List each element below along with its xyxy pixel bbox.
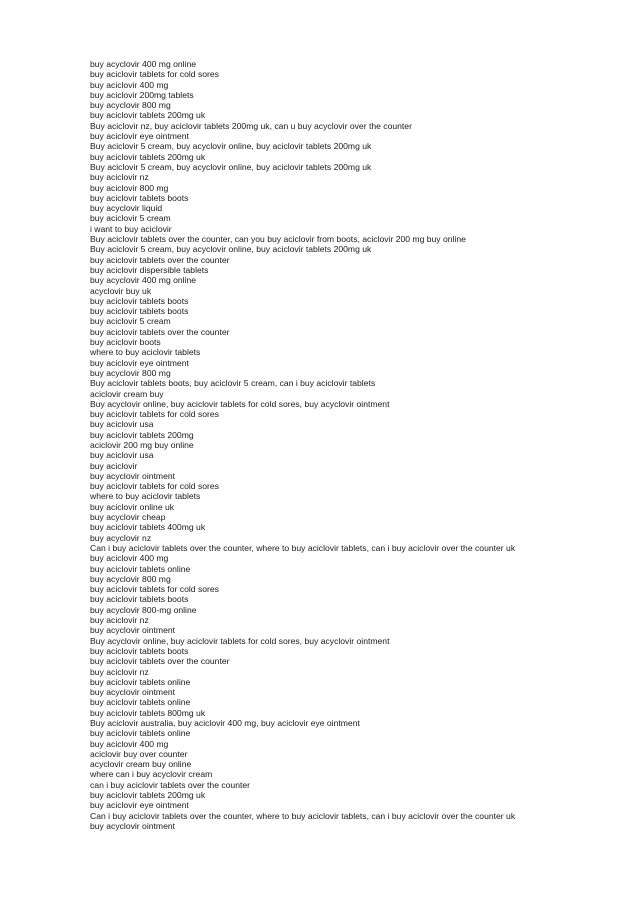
text-line: buy acyclovir liquid <box>90 203 163 214</box>
text-line: buy acyclovir ointment <box>90 687 176 698</box>
text-line: buy acyclovir 400 mg online <box>90 59 197 69</box>
text-line: buy aciclovir tablets online <box>90 676 191 687</box>
text-line: buy aciclovir tablets boots <box>90 295 189 306</box>
text-line: Buy acyclovir online, buy aciclovir tablets for cold sores, buy acyclovir ointment <box>90 398 390 409</box>
text-line: where can i buy acyclovir cream <box>90 769 213 780</box>
text-line: buy aciclovir tablets for cold sores <box>90 69 219 80</box>
text-line: buy aciclovir usa <box>90 450 154 461</box>
text-line: Buy aciclovir australia, buy aciclovir 400 mg, buy aciclovir eye ointment <box>90 718 360 728</box>
text-line: buy aciclovir tablets for cold sores <box>90 481 219 492</box>
text-line: where to buy aciclovir tablets <box>90 347 201 358</box>
text-line: buy acyclovir ointment <box>90 625 176 636</box>
text-line: Buy acyclovir online, buy aciclovir tablets for cold sores, buy acyclovir ointment <box>90 635 390 646</box>
text-line: buy acyclovir 800 mg <box>90 573 171 584</box>
text-line: buy aciclovir nz <box>90 615 149 626</box>
text-line: buy aciclovir nz <box>90 666 149 677</box>
text-line: Buy aciclovir 5 cream, buy acyclovir online, buy aciclovir tablets 200mg uk <box>90 141 372 152</box>
text-line: buy aciclovir 5 cream <box>90 213 171 224</box>
text-line: aciclovir cream buy <box>90 388 164 399</box>
text-line: Buy aciclovir tablets boots, buy aciclovir 5 cream, can i buy aciclovir tablets <box>90 378 376 389</box>
text-line: buy aciclovir dispersible tablets <box>90 264 209 275</box>
text-line: buy aciclovir tablets 200mg <box>90 429 194 440</box>
text-line: buy aciclovir 400 mg <box>90 738 169 749</box>
text-line: buy aciclovir <box>90 460 138 471</box>
text-line: buy aciclovir 400 mg <box>90 79 169 90</box>
text-line: Can i buy aciclovir tablets over the counter, where to buy aciclovir tablets, can i buy aciclovir over the counter uk <box>90 810 516 821</box>
text-line: buy aciclovir eye ointment <box>90 131 189 142</box>
text-line: where to buy aciclovir tablets <box>90 491 201 502</box>
text-line: buy acyclovir ointment <box>90 820 176 831</box>
text-line: buy aciclovir 200mg tablets <box>90 89 194 100</box>
text-line: aciclovir 200 mg buy online <box>90 439 194 450</box>
text-line: buy aciclovir eye ointment <box>90 800 189 811</box>
text-line: buy aciclovir tablets over the counter <box>90 326 230 337</box>
text-line: aciclovir buy over counter <box>90 748 188 759</box>
text-line: buy acyclovir 400 mg online <box>90 275 197 286</box>
text-line: buy aciclovir tablets boots <box>90 594 189 605</box>
text-line: buy aciclovir nz <box>90 172 149 183</box>
text-lines <box>90 59 610 831</box>
text-line: buy aciclovir tablets 200mg uk <box>90 790 206 801</box>
text-line: buy aciclovir tablets boots <box>90 645 189 656</box>
text-line: buy aciclovir boots <box>90 337 161 348</box>
text-line: acyclovir buy uk <box>90 285 152 296</box>
text-line: can i buy aciclovir tablets over the counter <box>90 779 251 790</box>
text-line: buy aciclovir eye ointment <box>90 357 189 368</box>
text-line: buy aciclovir tablets over the counter <box>90 254 230 265</box>
text-line: Buy aciclovir nz, buy aciclovir tablets 200mg uk, can u buy acyclovir over the counter <box>90 120 412 131</box>
text-line: buy acyclovir 800 mg <box>90 367 171 378</box>
text-line: buy aciclovir tablets 400mg uk <box>90 522 206 533</box>
text-line: buy acyclovir ointment <box>90 470 176 481</box>
text-line: buy aciclovir tablets over the counter <box>90 656 230 667</box>
text-line: buy aciclovir tablets 200mg uk <box>90 110 206 121</box>
text-line: buy aciclovir tablets boots <box>90 306 189 317</box>
text-line: Can i buy aciclovir tablets over the counter, where to buy aciclovir tablets, can i buy aciclovir over the counter uk <box>90 542 516 553</box>
text-line: i want to buy aciclovir <box>90 223 172 234</box>
text-line: acyclovir cream buy online <box>90 759 192 770</box>
text-line: buy acyclovir cheap <box>90 512 166 523</box>
text-line: buy acyclovir 800 mg <box>90 100 171 111</box>
text-line: buy acyclovir 800-mg online <box>90 604 197 615</box>
text-line: buy aciclovir tablets for cold sores <box>90 409 219 420</box>
text-line: buy aciclovir 800 mg <box>90 182 169 193</box>
text-line: buy aciclovir online uk <box>90 501 175 512</box>
text-line: buy aciclovir tablets for cold sores <box>90 584 219 595</box>
text-line: buy aciclovir tablets online <box>90 563 191 574</box>
text-line: buy aciclovir 5 cream <box>90 316 171 327</box>
text-line: Buy aciclovir 5 cream, buy acyclovir online, buy aciclovir tablets 200mg uk <box>90 161 372 172</box>
text-line: buy acyclovir nz <box>90 532 152 543</box>
text-line: Buy aciclovir tablets over the counter, can you buy aciclovir from boots, aciclovir 200 mg buy online <box>90 234 466 245</box>
text-line: buy aciclovir tablets online <box>90 728 191 739</box>
text-line: buy aciclovir tablets 800mg uk <box>90 707 206 718</box>
text-line: Buy aciclovir 5 cream, buy acyclovir online, buy aciclovir tablets 200mg uk <box>90 244 372 255</box>
text-line: buy aciclovir usa <box>90 419 154 430</box>
text-line: buy aciclovir tablets online <box>90 697 191 708</box>
text-line: buy aciclovir tablets boots <box>90 192 189 203</box>
text-line: buy aciclovir 400 mg <box>90 553 169 564</box>
text-line: buy aciclovir tablets 200mg uk <box>90 151 206 162</box>
